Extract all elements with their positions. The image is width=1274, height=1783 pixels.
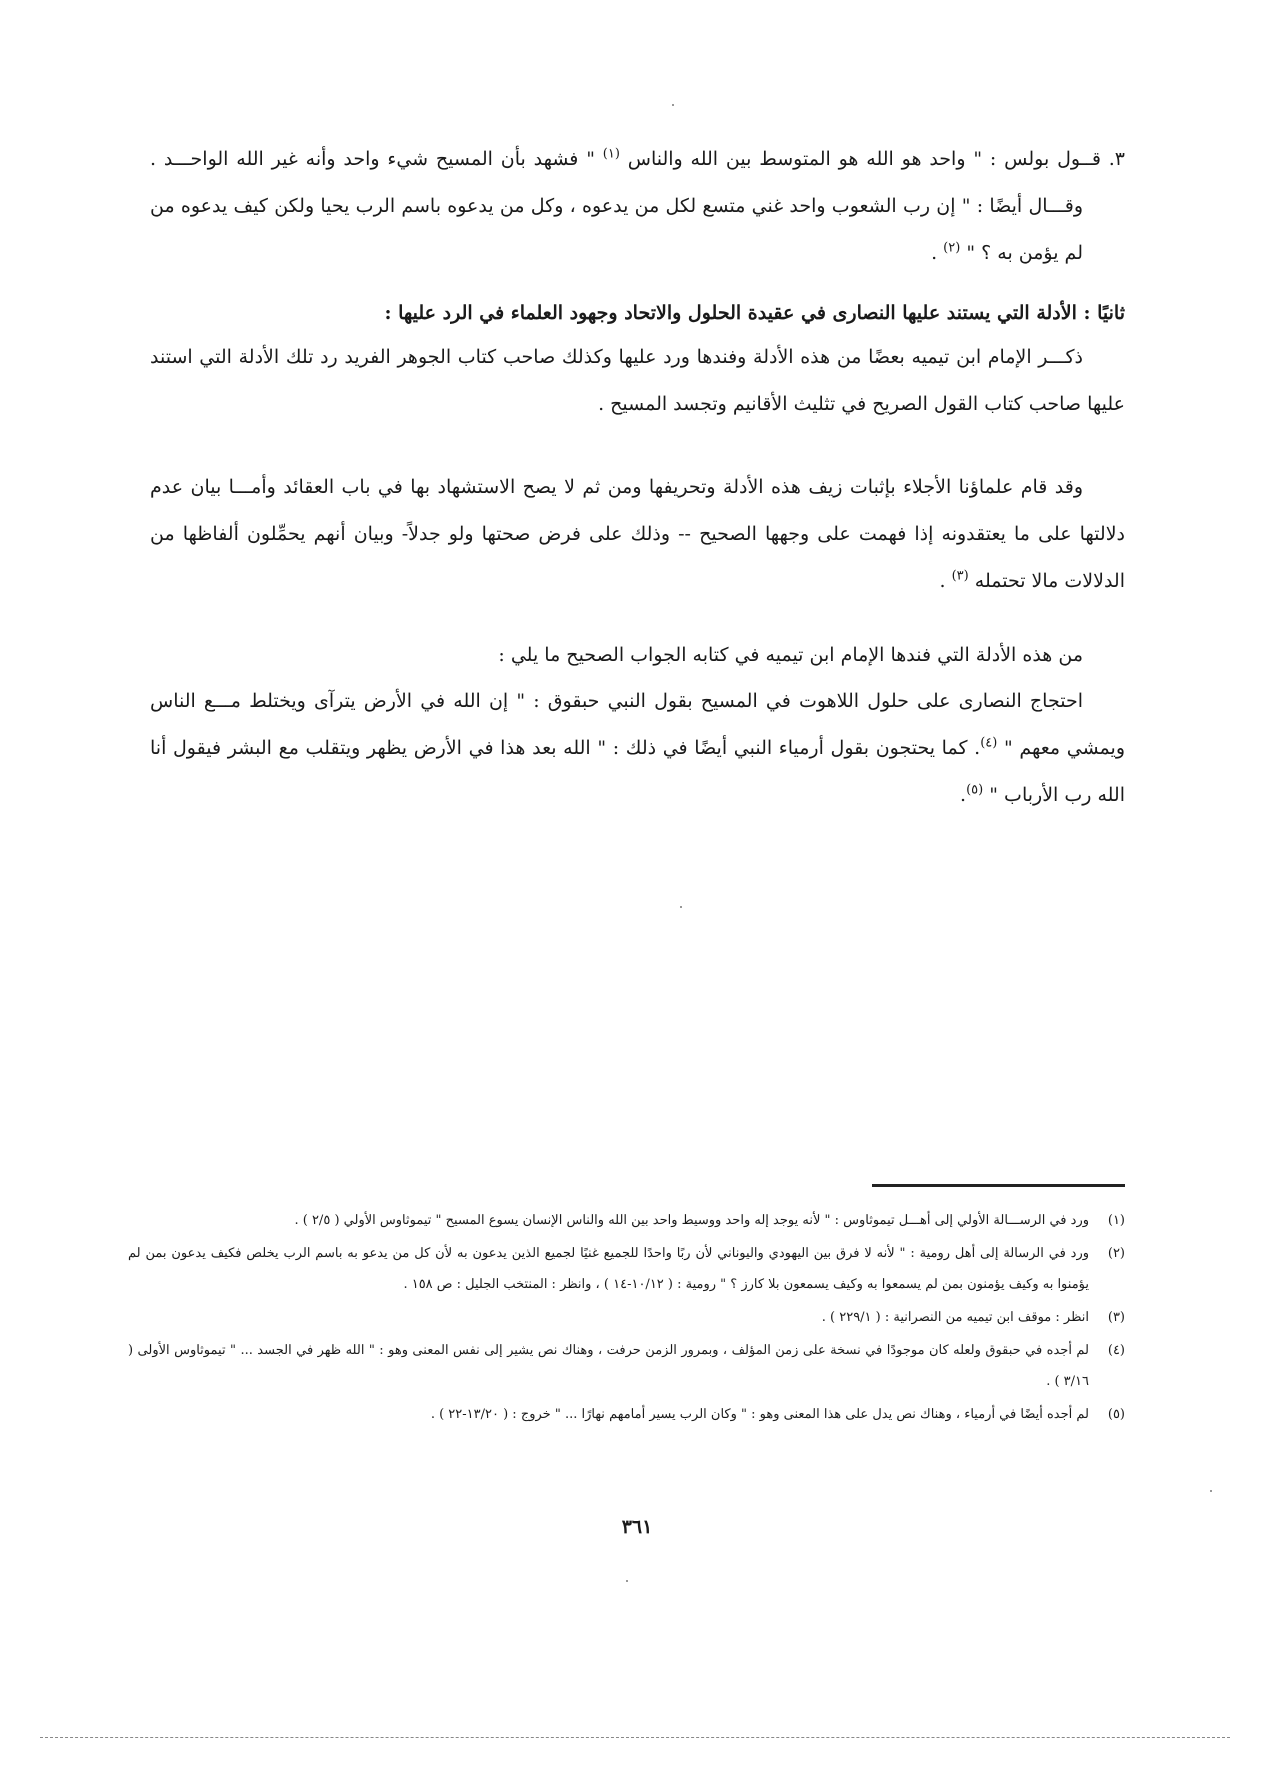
- footnotes: [128, 1205, 1125, 1432]
- paragraph-text: ذكـــر الإمام ابن تيميه بعضًا من هذه الأدلة وفندها ورد عليها وكذلك صاحب كتاب الجوهر الفريد رد تلك الأدلة التي استند عليها صاحب كتاب القول الصريح في تثليث الأقانيم وتجسد المسيح .: [150, 346, 1125, 415]
- paragraph-text: .: [931, 242, 944, 264]
- scan-speck: [672, 104, 674, 106]
- footnote-number: (٤): [1107, 1343, 1125, 1358]
- paragraph-intro: [150, 334, 1125, 428]
- footnote-3: [128, 1302, 1125, 1333]
- footnote-separator: [872, 1184, 1125, 1187]
- footnote-ref[interactable]: (٣): [951, 568, 969, 584]
- paragraph-text: قــول بولس : " واحد هو الله هو المتوسط بين الله والناس: [619, 148, 1101, 170]
- paragraph-text: . كما يحتجون بقول أرمياء النبي أيضًا في ذلك : " الله بعد هذا في الأرض يظهر ويتقلب مع البشر فيقول أنا الله رب الأرباب ": [150, 737, 1125, 806]
- footnote-text: انظر : موقف ابن تيميه من النصرانية : ( ٢٢٩/١ ) .: [821, 1310, 1089, 1325]
- footnote-text: لم أجده أيضًا في أرمياء ، وهناك نص يدل على هذا المعنى وهو : " وكان الرب يسير أمامهم نهارًا ... " خروج : ( ١٣/٢٠-٢٢ ) .: [430, 1407, 1089, 1422]
- footnote-1: [128, 1205, 1125, 1236]
- footnote-text: ورد في الرســـالة الأولي إلى أهـــل تيموثاوس : " لأنه يوجد إله واحد ووسيط واحد بين الله والناس الإنسان يسوع المسيح " تيموثاوس الأولي ( ٢/٥ ) .: [294, 1213, 1089, 1228]
- footnote-2: [128, 1238, 1125, 1300]
- scan-edge-line: [40, 1737, 1230, 1738]
- footnote-number: (١): [1107, 1213, 1125, 1228]
- footnote-ref[interactable]: (١): [602, 146, 620, 162]
- page-number: ٣٦١: [621, 1516, 653, 1538]
- scan-speck: [1210, 1490, 1212, 1492]
- footnote-number: (٣): [1107, 1310, 1125, 1325]
- paragraph-text: احتجاج النصارى على حلول اللاهوت في المسيح بقول النبي حبقوق : " إن الله في الأرض يترآى ويختلط مـــع الناس ويمشي معهم ": [150, 690, 1125, 759]
- footnote-ref[interactable]: (٥): [966, 782, 984, 798]
- paragraph-text: .: [960, 784, 967, 806]
- paragraph-text: من هذه الأدلة التي فندها الإمام ابن تيميه في كتابه الجواب الصحيح ما يلي :: [498, 644, 1083, 666]
- footnote-ref[interactable]: (٢): [943, 240, 961, 256]
- scan-speck: [626, 1580, 628, 1582]
- footnote-number: (٥): [1107, 1407, 1125, 1422]
- footnote-number: (٢): [1107, 1246, 1125, 1261]
- scan-speck: [680, 906, 682, 908]
- paragraph-text: " فشهد بأن المسيح شيء واحد وأنه غير الله الواحـــد . وقـــال أيضًا : " إن رب الشعوب واحد غني متسع لكل من يدعوه ، وكل من يدعوه باسم الرب يحيا ولكن كيف يدعوه من لم يؤمن به ؟ ": [150, 148, 1083, 264]
- paragraph-refutation: [150, 464, 1125, 605]
- paragraph-text: وقد قام علماؤنا الأجلاء بإثبات زيف هذه الأدلة وتحريفها ومن ثم لا يصح الاستشهاد بها في باب العقائد وأمـــا بيان عدم دلالتها على ما يعتقدونه إذا فهمت على وجهها الصحيح -- وذلك على فرض صحتها ولو جدلاً- وبيان أنهم يحمِّلون ألفاظها من الدلالات مالا تحتمله: [150, 476, 1125, 592]
- footnote-text: لم أجده في حبقوق ولعله كان موجودًا في نسخة على زمن المؤلف ، وبمرور الزمن حرفت ، وهناك نص يشير إلى نفس المعنى وهو : " الله ظهر في الجسد ... " تيموثاوس الأولى ( ٣/١٦ ) .: [128, 1343, 1089, 1389]
- paragraph-evidence: [150, 678, 1125, 819]
- footnote-4: [128, 1335, 1125, 1397]
- footnote-text: ورد في الرسالة إلى أهل رومية : " لأنه لا فرق بين اليهودي واليوناني لأن ربًا واحدًا للجميع غنيًا لجميع الذين يدعون به لأن كل من يدعو به باسم الرب يخلص فكيف يدعون بمن لم يؤمنوا به وكيف يؤمنون بمن لم يسمعوا به وكيف يسمعون بلا كارز ؟ " رومية : ( ١٠/١٢-١٤ ) ، وانظر : المنتخب الجليل : ص ١٥٨ .: [128, 1246, 1089, 1292]
- footnote-5: [128, 1399, 1125, 1430]
- item-number: ٣.: [1108, 148, 1126, 170]
- footnote-ref[interactable]: (٤): [980, 735, 998, 751]
- paragraph-list-intro: [150, 632, 1125, 679]
- paragraph-text: .: [939, 570, 952, 592]
- paragraph-item-3: [150, 136, 1125, 277]
- section-heading: ثانيًا : الأدلة التي يستند عليها النصارى في عقيدة الحلول والاتحاد وجهود العلماء في الرد عليها :: [384, 302, 1125, 324]
